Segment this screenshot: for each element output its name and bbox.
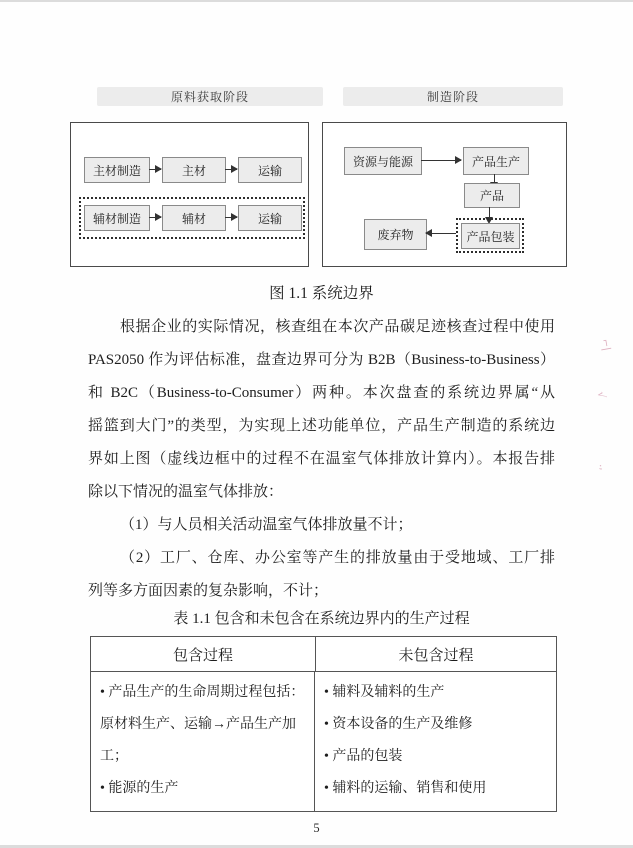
- table-cell-line: • 辅料的运输、销售和使用: [324, 781, 487, 796]
- stage-label-left-band: [97, 87, 323, 106]
- paragraph-line: 界如上图（虚线边框中的过程不在温室气体排放计算内）。本报告排: [88, 451, 555, 467]
- paragraph-line: 根据企业的实际情况，核查组在本次产品碳足迹核查过程中使用: [120, 319, 555, 335]
- table-cell-line: • 产品的包装: [324, 749, 403, 764]
- boundary-process-table: [90, 636, 557, 812]
- handwritten-margin-mark: ⌐|: [598, 338, 612, 352]
- handwritten-margin-mark: √: [594, 390, 607, 400]
- paragraph-line: 摇篮到大门”的类型，为实现上述功能单位，产品生产制造的系统边: [88, 418, 555, 434]
- arrow-right-icon: [225, 169, 237, 170]
- box-product-production: 产品生产: [463, 147, 529, 175]
- box-main-material: 主材: [162, 157, 226, 183]
- table-header-included: 包含过程: [91, 637, 316, 671]
- box-transport-1: 运输: [238, 157, 302, 183]
- box-transport-2: 运输: [238, 205, 302, 231]
- arrow-down-icon: [489, 207, 490, 217]
- paragraph-line: 和 B2C（Business-to-Consumer）两种。本次盘查的系统边界属“从: [88, 385, 555, 401]
- box-product: 产品: [464, 183, 520, 208]
- table-body-row: [91, 672, 556, 811]
- table-header-excluded: 未包含过程: [398, 647, 474, 664]
- table-cell-line: • 辅料及辅料的生产: [324, 685, 445, 700]
- arrow-right-icon: [225, 217, 237, 218]
- table-caption: 表 1.1 包含和未包含在系统边界内的生产过程: [173, 611, 470, 627]
- stage-label-right-band: [343, 87, 563, 106]
- paragraph-line: PAS2050 作为评估标准，盘查边界可分为 B2B（Business-to-Business）: [88, 352, 555, 368]
- stage-label-right: 制造阶段: [426, 90, 479, 104]
- list-item-2-line: 列等多方面因素的复杂影响，不计；: [88, 583, 329, 599]
- table-cell-line: 工；: [100, 749, 128, 764]
- table-cell-line: • 产品生产的生命周期过程包括：: [100, 685, 305, 700]
- figure-panel-manufacturing: [322, 122, 567, 267]
- table-cell-included: [91, 672, 315, 811]
- list-item-1: （1）与人员相关活动温室气体排放量不计；: [120, 517, 413, 533]
- body-text: [88, 311, 555, 608]
- arrow-right-icon: [149, 169, 161, 170]
- arrow-right-icon: [149, 217, 161, 218]
- figure-caption: 图 1.1 系统边界: [269, 285, 374, 302]
- arrow-down-icon: [494, 174, 495, 182]
- box-waste: 废弃物: [364, 219, 427, 250]
- box-main-material-manufacture: 主材制造: [84, 157, 150, 183]
- table-header-row: [91, 637, 556, 672]
- stage-label-left: 原料获取阶段: [170, 90, 249, 104]
- table-cell-line: 原材料生产、运输→产品生产加: [100, 717, 296, 732]
- box-product-packaging: 产品包装: [461, 223, 520, 249]
- box-resources-energy: 资源与能源: [344, 147, 422, 175]
- list-item-2-line: （2）工厂、仓库、办公室等产生的排放量由于受地域、工厂排: [120, 550, 555, 566]
- scan-top-edge: [0, 0, 633, 2]
- box-aux-material-manufacture: 辅材制造: [84, 205, 150, 231]
- handwritten-margin-mark: .,: [596, 462, 609, 471]
- table-cell-excluded: [315, 672, 556, 811]
- table-cell-line: • 能源的生产: [100, 781, 179, 796]
- figure-panel-raw-material: [70, 122, 309, 267]
- box-aux-material: 辅材: [162, 205, 226, 231]
- paragraph-line: 除以下情况的温室气体排放：: [88, 484, 284, 500]
- page-number: 5: [313, 821, 320, 835]
- table-cell-line: • 资本设备的生产及维修: [324, 717, 473, 732]
- arrow-right-icon: [421, 160, 461, 161]
- arrow-left-icon: [426, 233, 456, 234]
